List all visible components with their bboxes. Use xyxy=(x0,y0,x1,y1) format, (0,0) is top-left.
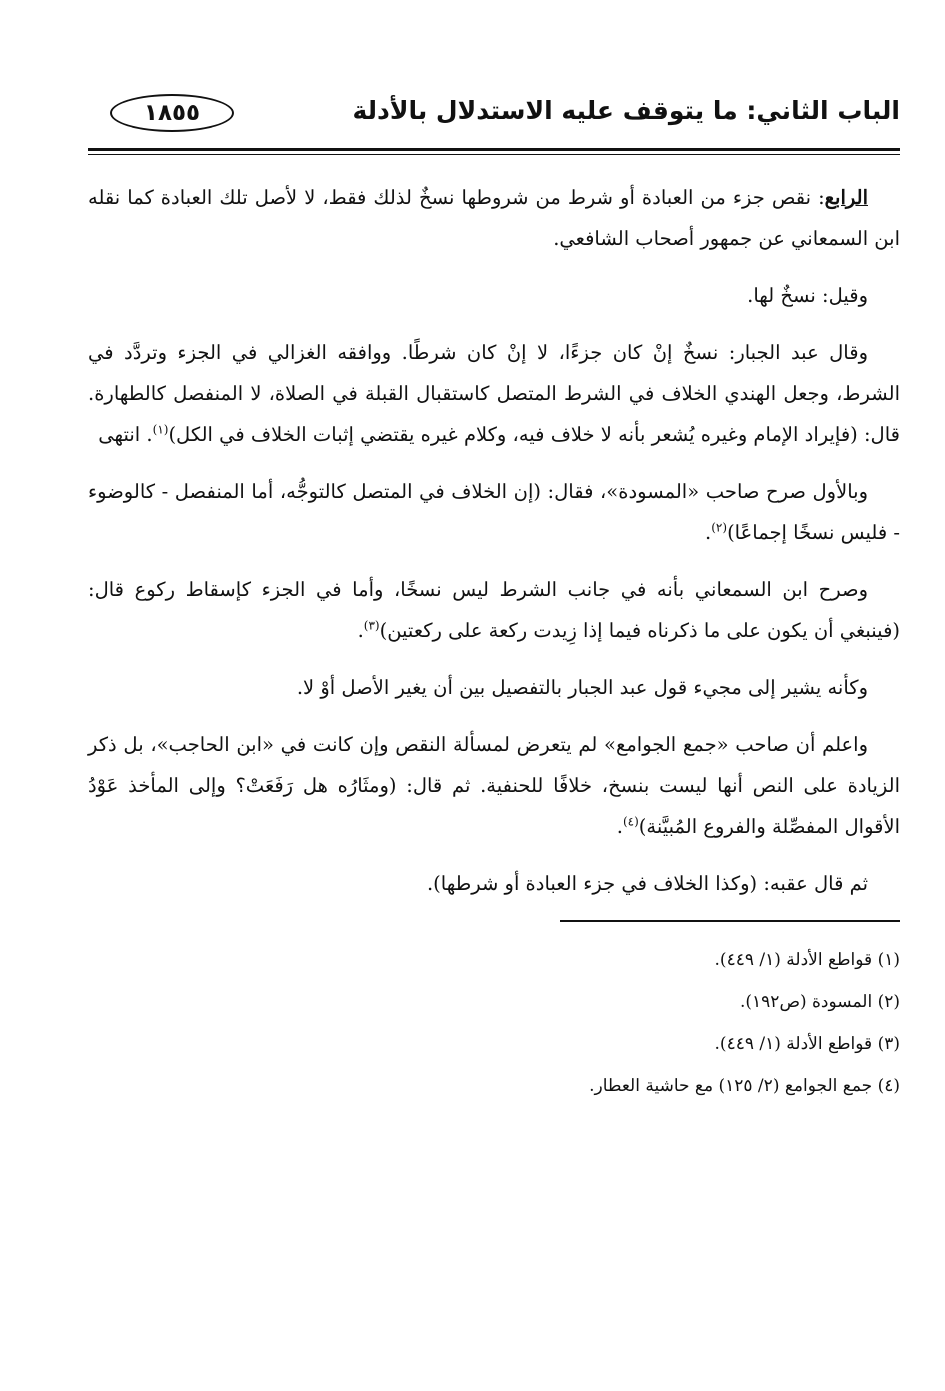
footnote-ref[interactable]: (٣) xyxy=(363,618,380,633)
page-header xyxy=(88,90,900,142)
paragraph-tail: . انتهى xyxy=(98,423,153,446)
running-title: الباب الثاني: ما يتوقف عليه الاستدلال بالأدلة xyxy=(352,96,900,125)
paragraph-text: وبالأول صرح صاحب «المسودة»، فقال: (إن الخلاف في المتصل كالتوجُّه، أما المنفصل - كالوضوء - فليس نسخًا إجماعًا) xyxy=(88,480,900,544)
paragraph-tail: . xyxy=(616,815,623,838)
paragraph-tail: . xyxy=(705,521,712,544)
paragraph xyxy=(88,332,900,455)
paragraph xyxy=(88,275,900,316)
paragraph xyxy=(88,724,900,847)
footnote-ref[interactable]: (١) xyxy=(152,422,169,437)
paragraph-text: واعلم أن صاحب «جمع الجوامع» لم يتعرض لمسألة النقص وإن كانت في «ابن الحاجب»، بل ذكر الزيادة على النص أنها ليست بنسخ، خلافًا للحنفية. ثم قال: (ومثَارُه هل رَفَعَتْ؟ وإلى المأخذ عَوْدُ الأقوال المفصِّلة والفروع المُبيَّنة) xyxy=(88,733,900,838)
paragraph xyxy=(88,667,900,708)
header-rule-thin xyxy=(88,154,900,155)
paragraph xyxy=(88,471,900,553)
footnote-ref[interactable]: (٤) xyxy=(622,814,639,829)
footnote-item: (٤) جمع الجوامع (٢/ ١٢٥) مع حاشية العطار. xyxy=(589,1076,900,1096)
footnote-item: (٣) قواطع الأدلة (١/ ٤٤٩). xyxy=(714,1034,900,1054)
footnote-item: (١) قواطع الأدلة (١/ ٤٤٩). xyxy=(714,950,900,970)
paragraph xyxy=(88,863,900,904)
header-rule-thick xyxy=(88,148,900,151)
main-text xyxy=(88,177,900,904)
paragraph-text: : نقص جزء من العبادة أو شرط من شروطها نسخٌ لذلك فقط، لا لأصل تلك العبادة كما نقله ابن السمعاني عن جمهور أصحاب الشافعي. xyxy=(88,186,900,250)
paragraph-text: وكأنه يشير إلى مجيء قول عبد الجبار بالتفصيل بين أن يغير الأصل أوْ لا. xyxy=(296,676,868,699)
paragraph-text: ثم قال عقبه: (وكذا الخلاف في جزء العبادة أو شرطها). xyxy=(426,872,868,895)
footnote-separator xyxy=(560,920,900,922)
paragraph-text: وصرح ابن السمعاني بأنه في جانب الشرط ليس نسخًا، وأما في الجزء كإسقاط ركوع قال: (فينبغي أن يكون على ما ذكرناه فيما إذا زِيدت ركعة على ركعتين) xyxy=(88,578,900,642)
lead-term: الرابع xyxy=(824,186,868,209)
paragraph-text: وقال عبد الجبار: نسخٌ إنْ كان جزءًا، لا إنْ كان شرطًا. ووافقه الغزالي في الجزء وتردَّد في الشرط، وجعل الهندي الخلاف في الشرط المتصل كاستقبال القبلة في الصلاة، لا المنفصل كالطهارة. قال: (فإيراد الإمام وغيره يُشعر بأنه لا خلاف فيه، وكلام غيره يقتضي إثبات الخلاف في الكل) xyxy=(88,341,900,446)
paragraph xyxy=(88,569,900,651)
page-number: ١٨٥٥ xyxy=(110,94,234,132)
book-page xyxy=(88,90,900,1310)
paragraph-tail: . xyxy=(357,619,364,642)
footnote-ref[interactable]: (٢) xyxy=(711,520,728,535)
footnote-item: (٢) المسودة (ص١٩٢). xyxy=(739,992,900,1012)
paragraph-text: وقيل: نسخٌ لها. xyxy=(747,284,868,307)
paragraph xyxy=(88,177,900,259)
footnotes xyxy=(88,944,900,1102)
